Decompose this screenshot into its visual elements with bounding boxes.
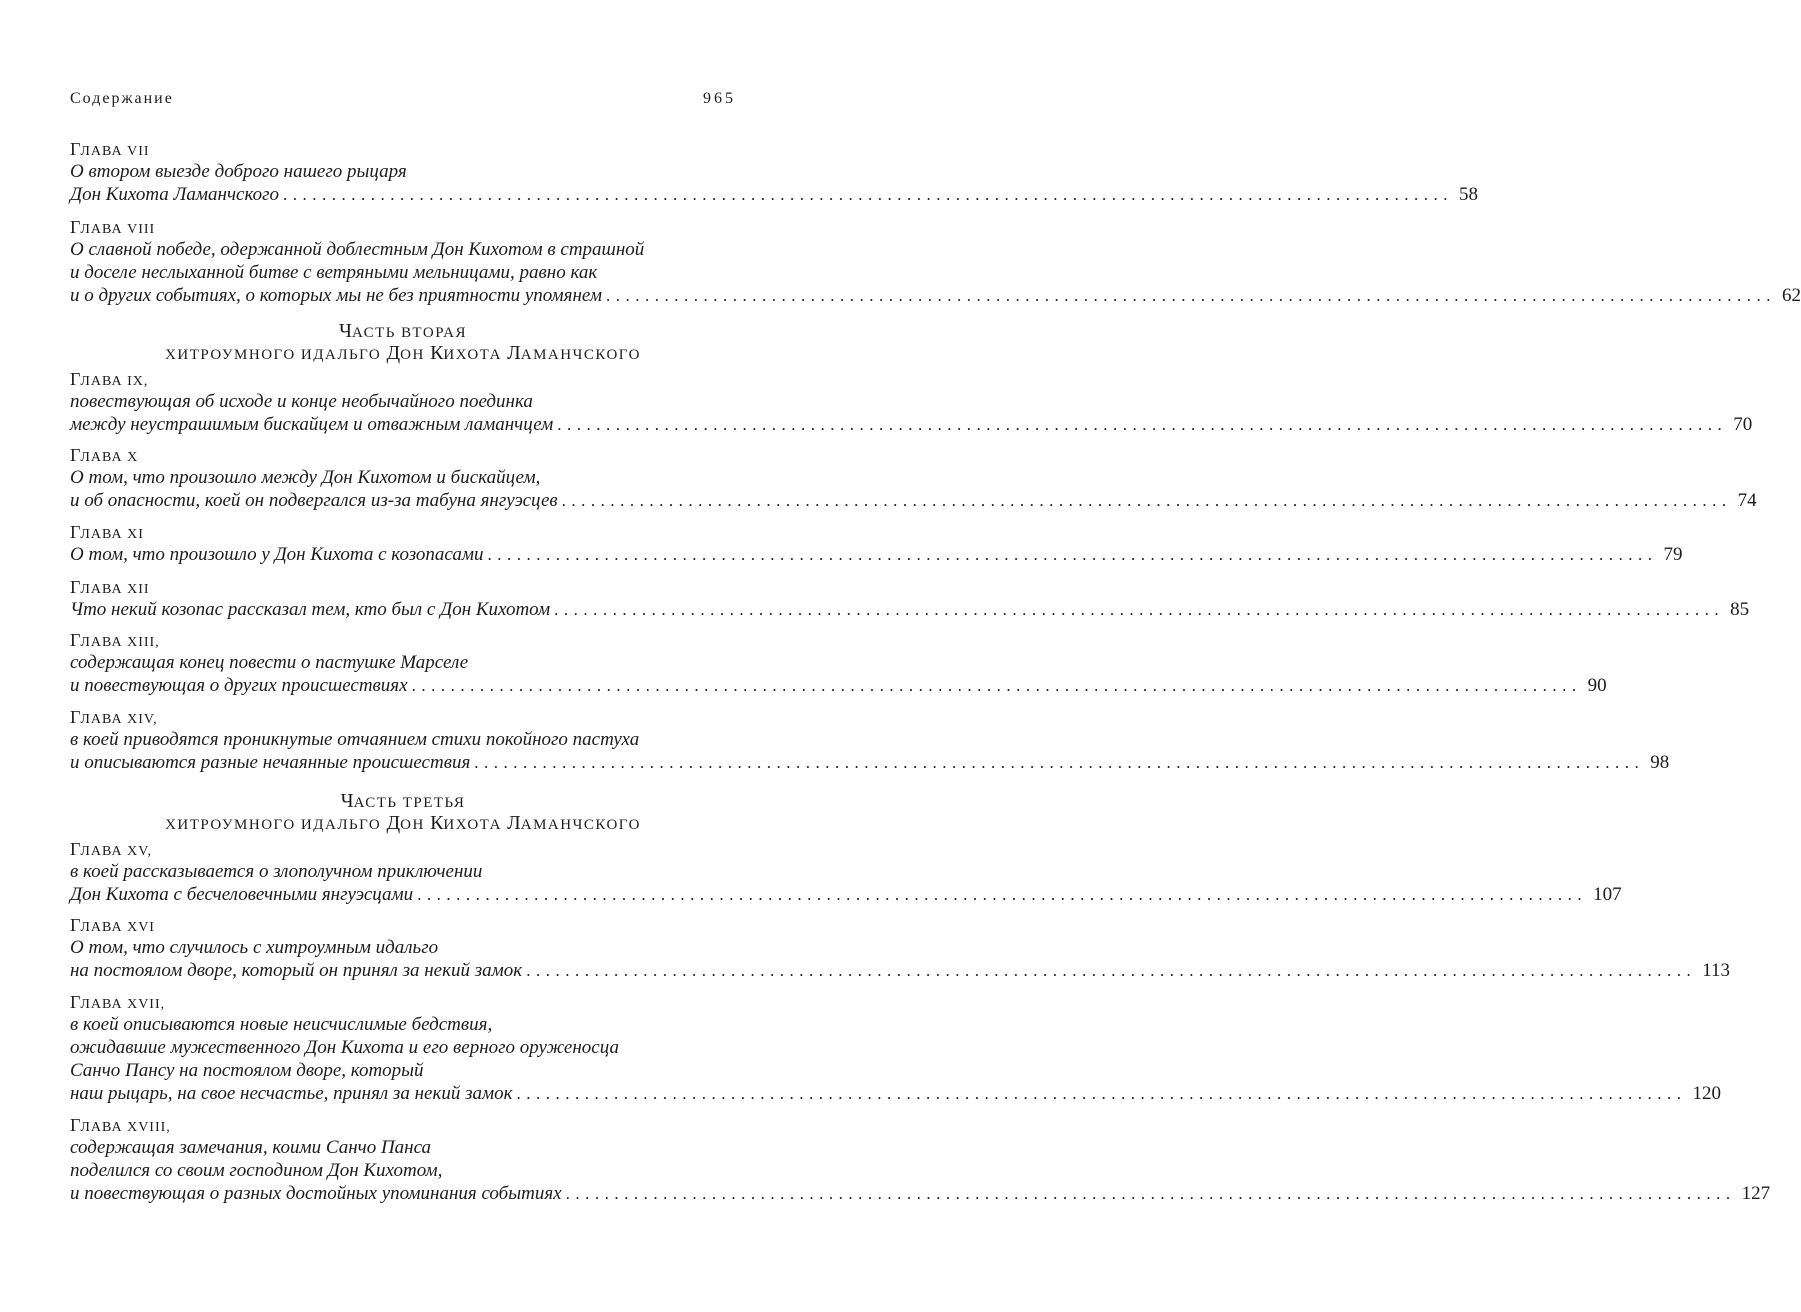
- toc-page: [70, 0, 1801, 1312]
- toc-entry: [70, 1114, 1771, 1205]
- chapter-title-last-line: [70, 543, 1683, 566]
- part-subtitle-segment: Д: [386, 812, 401, 834]
- chapter-heading-initial: Г: [70, 522, 81, 542]
- part-subtitle-segment: АМАНЧСКОГО: [520, 347, 641, 363]
- toc-entry: [70, 138, 1479, 206]
- chapter-heading-initial: Г: [70, 577, 81, 597]
- chapter-title-line: О том, что произошло у Дон Кихота с козопасами: [70, 544, 484, 565]
- chapter-title-line: наш рыцарь, на свое несчастье, принял за некий замок: [70, 1083, 513, 1104]
- chapter-title-last-line: [70, 1182, 1771, 1205]
- chapter-heading: [70, 216, 736, 238]
- chapter-heading-initial: Г: [70, 445, 81, 465]
- part-subtitle-segment: К: [430, 812, 444, 834]
- chapter-title-line: содержащая замечания, коими Санчо Панса: [70, 1137, 432, 1158]
- page-ref: 62: [1782, 285, 1801, 306]
- page-ref: 85: [1730, 599, 1750, 620]
- chapter-title-line: Санчо Пансу на постоялом дворе, который: [70, 1060, 424, 1081]
- chapter-heading-label: ЛАВА XV,: [80, 844, 152, 859]
- chapter-title-line: Дон Кихота с бесчеловечными янгуэсцами: [70, 884, 414, 905]
- part-subtitle-segment: Л: [507, 812, 521, 834]
- toc-entry: [70, 838, 1622, 906]
- dot-leader: ........................................................................................................................: [554, 600, 1725, 619]
- part-subtitle-segment: К: [430, 342, 444, 364]
- chapter-heading-initial: Г: [70, 839, 81, 859]
- chapter-title-last-line: [70, 489, 1757, 512]
- part-two-heading: [70, 320, 736, 364]
- dot-leader: ........................................................................................................................: [526, 961, 1697, 980]
- part-subtitle-segment: ХИТРОУМНОГО ИДАЛЬГО: [165, 347, 387, 363]
- page-ref: 79: [1663, 544, 1683, 565]
- toc-entry: [70, 444, 1757, 512]
- chapter-title-line: Что некий козопас рассказал тем, кто был с Дон Кихотом: [70, 599, 551, 620]
- chapter-heading-label: ЛАВА XVII,: [80, 997, 166, 1012]
- part-subtitle-segment: ОН: [400, 347, 431, 363]
- chapter-title-line: Дон Кихота Ламанчского: [70, 184, 280, 205]
- dot-leader: ........................................................................................................................: [557, 415, 1728, 434]
- toc-entry: [70, 368, 1753, 436]
- chapter-title-last-line: [70, 1082, 1722, 1105]
- dot-leader: ........................................................................................................................: [606, 286, 1777, 305]
- chapter-title-line: и повествующая о разных достойных упоминания событиях: [70, 1183, 562, 1204]
- chapter-heading-initial: Г: [70, 707, 81, 727]
- chapter-title-line: повествующая об исходе и конце необычайного поединка: [70, 391, 533, 412]
- page-ref: 107: [1593, 884, 1622, 905]
- dot-leader: ........................................................................................................................: [516, 1084, 1687, 1103]
- chapter-heading: [70, 368, 736, 390]
- chapter-title-last-line: [70, 183, 1479, 206]
- page-ref: 90: [1587, 675, 1607, 696]
- chapter-heading: [70, 991, 736, 1013]
- chapter-heading-label: ЛАВА XIII,: [80, 635, 160, 650]
- chapter-heading: [70, 576, 736, 598]
- chapter-title-line: на постоялом дворе, который он принял за некий замок: [70, 960, 523, 981]
- part-subtitle-segment: Л: [507, 342, 521, 364]
- chapter-heading-label: ЛАВА IX,: [80, 374, 149, 389]
- chapter-title-line: и доселе неслыханной битве с ветряными мельницами, равно как: [70, 262, 598, 283]
- chapter-title-line: поделился со своим господином Дон Кихотом,: [70, 1160, 443, 1181]
- chapter-heading-initial: Г: [70, 630, 81, 650]
- chapter-title-last-line: [70, 883, 1622, 906]
- chapter-title-line: содержащая конец повести о пастушке Марселе: [70, 652, 469, 673]
- dot-leader: ........................................................................................................................: [565, 1184, 1736, 1203]
- page-ref: 127: [1741, 1183, 1771, 1204]
- dot-leader: ........................................................................................................................: [417, 885, 1588, 904]
- dot-leader: ........................................................................................................................: [411, 676, 1582, 695]
- chapter-title-line: в коей описываются новые неисчислимые бедствия,: [70, 1014, 493, 1035]
- dot-leader: ........................................................................................................................: [487, 545, 1658, 564]
- page-ref: 58: [1459, 184, 1479, 205]
- part-subtitle-segment: ОН: [400, 817, 431, 833]
- chapter-title-last-line: [70, 413, 1753, 436]
- chapter-heading-initial: Г: [70, 139, 81, 159]
- part-subtitle-segment: ИХОТА: [443, 817, 508, 833]
- chapter-title-line: и об опасности, коей он подвергался из-за табуна янгуэсцев: [70, 490, 558, 511]
- chapter-heading: [70, 444, 736, 466]
- part-subtitle-segment: Д: [386, 342, 401, 364]
- chapter-title-line: и о других событиях, о которых мы не без приятности упомянем: [70, 285, 603, 306]
- chapter-heading-initial: Г: [70, 217, 81, 237]
- toc-entry: [70, 914, 1730, 982]
- dot-leader: ........................................................................................................................: [561, 491, 1732, 510]
- running-head: [70, 90, 736, 114]
- part-title-initial: Ч: [339, 320, 352, 342]
- chapter-title-line: О славной победе, одержанной доблестным Дон Кихотом в страшной: [70, 239, 645, 260]
- part-title-label: АСТЬ ВТОРАЯ: [352, 325, 467, 341]
- chapter-title-last-line: [70, 674, 1607, 697]
- toc-entry: [70, 521, 1683, 566]
- part-three-heading: [70, 790, 736, 834]
- chapter-heading-label: ЛАВА VII: [80, 144, 150, 159]
- chapter-title-line: в коей рассказывается о злополучном приключении: [70, 861, 483, 882]
- running-head-title: Содержание: [70, 90, 174, 107]
- chapter-heading-initial: Г: [70, 369, 81, 389]
- page-ref: 113: [1702, 960, 1730, 981]
- chapter-title-line: в коей приводятся проникнутые отчаянием стихи покойного пастуха: [70, 729, 640, 750]
- chapter-heading: [70, 629, 736, 651]
- chapter-heading-label: ЛАВА XI: [80, 527, 144, 542]
- chapter-title-last-line: [70, 598, 1750, 621]
- chapter-heading-label: ЛАВА XII: [80, 582, 150, 597]
- chapter-heading: [70, 914, 736, 936]
- page-ref: 120: [1692, 1083, 1722, 1104]
- part-two-heading-subtitle: [70, 342, 736, 364]
- part-subtitle-segment: АМАНЧСКОГО: [520, 817, 641, 833]
- dot-leader: ........................................................................................................................: [283, 185, 1454, 204]
- chapter-title-line: между неустрашимым бискайцем и отважным ламанчцем: [70, 414, 554, 435]
- chapter-heading-initial: Г: [70, 915, 81, 935]
- toc-entry: [70, 629, 1607, 697]
- chapter-heading: [70, 521, 736, 543]
- chapter-heading-initial: Г: [70, 992, 81, 1012]
- part-three-heading-title: [70, 790, 736, 812]
- chapter-title-last-line: [70, 284, 1801, 307]
- chapter-title-line: О том, что произошло между Дон Кихотом и бискайцем,: [70, 467, 541, 488]
- part-three-heading-subtitle: [70, 812, 736, 834]
- chapter-heading: [70, 138, 736, 160]
- toc-entry: [70, 576, 1750, 621]
- chapter-heading-label: ЛАВА X: [80, 450, 139, 465]
- toc-entry: [70, 216, 1801, 307]
- chapter-heading-label: ЛАВА VIII: [80, 222, 156, 237]
- chapter-title-line: О втором выезде доброго нашего рыцаря: [70, 161, 407, 182]
- chapter-heading: [70, 1114, 736, 1136]
- part-title-label: АСТЬ ТРЕТЬЯ: [353, 795, 466, 811]
- chapter-title-last-line: [70, 959, 1730, 982]
- page-ref: 74: [1737, 490, 1757, 511]
- toc-entry: [70, 706, 1670, 774]
- part-subtitle-segment: ИХОТА: [443, 347, 508, 363]
- page-ref: 70: [1733, 414, 1753, 435]
- chapter-title-line: и описываются разные нечаянные происшествия: [70, 752, 471, 773]
- page-number: 965: [703, 90, 736, 107]
- page-ref: 98: [1650, 752, 1670, 773]
- chapter-title-last-line: [70, 751, 1670, 774]
- chapter-title-line: О том, что случилось с хитроумным идальго: [70, 937, 439, 958]
- dot-leader: ........................................................................................................................: [474, 753, 1645, 772]
- chapter-heading: [70, 838, 736, 860]
- chapter-heading-label: ЛАВА XIV,: [80, 712, 158, 727]
- part-two-heading-title: [70, 320, 736, 342]
- toc-entry: [70, 991, 1722, 1105]
- chapter-title-line: и повествующая о других происшествиях: [70, 675, 408, 696]
- chapter-title-line: ожидавшие мужественного Дон Кихота и его верного оруженосца: [70, 1037, 619, 1058]
- part-title-initial: Ч: [340, 790, 354, 812]
- chapter-heading-label: ЛАВА XVIII,: [80, 1120, 171, 1135]
- chapter-heading-initial: Г: [70, 1115, 81, 1135]
- part-subtitle-segment: ХИТРОУМНОГО ИДАЛЬГО: [165, 817, 387, 833]
- chapter-heading-label: ЛАВА XVI: [80, 920, 155, 935]
- chapter-heading: [70, 706, 736, 728]
